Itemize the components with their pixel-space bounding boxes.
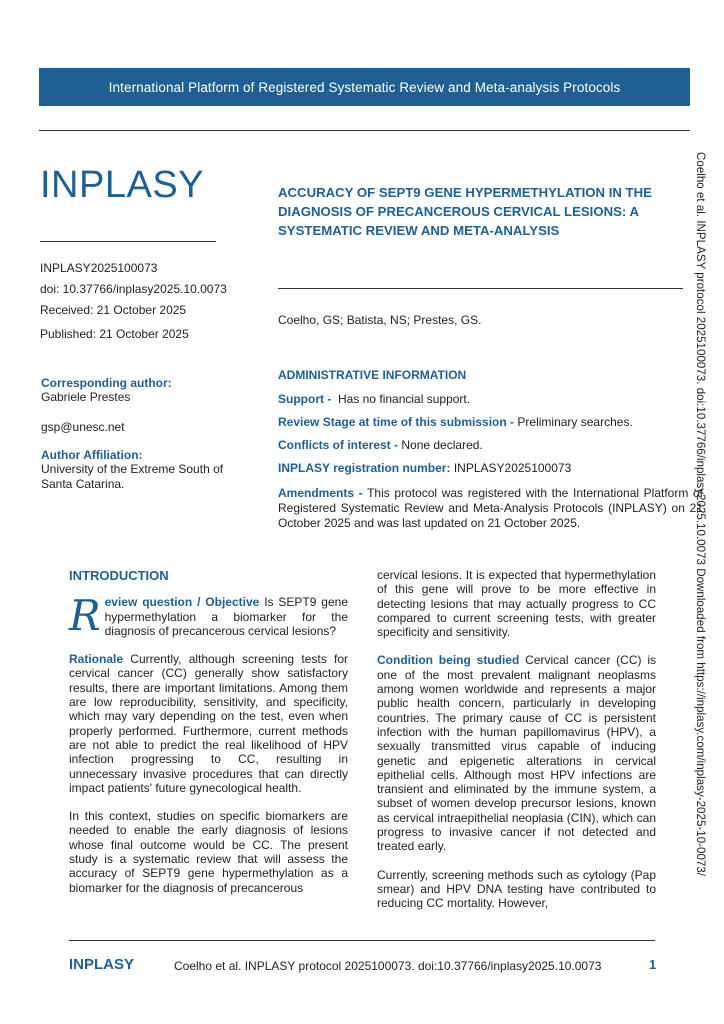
registration-value: INPLASY2025100073: [453, 461, 572, 475]
footer-rule: [69, 940, 655, 941]
footer-logo: INPLASY: [69, 956, 135, 973]
conflicts-label: Conflicts of interest -: [278, 438, 399, 452]
conflicts-value: None declared.: [401, 438, 483, 452]
condition-label: Condition being studied: [377, 653, 520, 668]
support-label: Support -: [278, 392, 332, 406]
continuation-paragraph: cervical lesions. It is expected that hypermethylation of this gene will prove to be more effective in detecting lesions that may actually progress to CC compared to current screening tests, with greater specificity and sensitivity.: [377, 568, 656, 640]
introduction-heading: INTRODUCTION: [69, 568, 169, 583]
support-line: [278, 392, 703, 407]
review-question-text: Is SEPT9 gene hypermethylation a biomarker for the diagnosis of precancerous cervical lesions?: [104, 595, 348, 638]
right-column: [377, 568, 656, 925]
registration-line: [278, 461, 703, 476]
rationale-text: Currently, although screening tests for cervical cancer (CC) generally show satisfactory results, there are important limitations. Among them are low reproducibility, sensitivity, and specificity, which may vary depending on the test, even when properly performed. Furthermore, current methods are not able to predict the real likelihood of HPV infection progressing to CC, resulting in unnecessary invasive procedures that can directly impact patients' future gynecological health.: [69, 652, 348, 795]
received-date: Received: 21 October 2025: [40, 303, 187, 317]
review-question-paragraph: [69, 591, 348, 641]
logo-rule: [40, 241, 216, 242]
header-banner: International Platform of Registered Systematic Review and Meta-analysis Protocols: [39, 68, 690, 106]
side-download-note[interactable]: Coelho et al. INPLASY protocol 2025100073. doi:10.37766/inplasy2025.10.0073 Downloaded from https://inplasy.com/inplasy-2025-10-0073/: [694, 152, 707, 877]
left-column: [69, 568, 348, 909]
doi-text[interactable]: doi: 10.37766/inplasy2025.10.0073: [40, 282, 227, 296]
published-date: Published: 21 October 2025: [40, 327, 189, 341]
footer-citation: Coelho et al. INPLASY protocol 2025100073. doi:10.37766/inplasy2025.10.0073: [174, 959, 602, 973]
admin-heading: ADMINISTRATIVE INFORMATION: [278, 368, 467, 382]
affiliation-text: University of the Extreme South of Santa Catarina.: [41, 462, 224, 491]
amendments-line: [278, 486, 703, 531]
registration-label: INPLASY registration number:: [278, 461, 451, 475]
corresponding-name: Gabriele Prestes: [41, 390, 131, 404]
review-question-label: eview question / Objective: [104, 595, 260, 610]
context-paragraph: In this context, studies on specific biomarkers are needed to enable the early diagnosis of lesions whose final outcome would be CC. The present study is a systematic review that will assess the accuracy of SEPT9 gene hypermethylation as a biomarker for the diagnosis of precancerous: [69, 809, 348, 895]
screening-paragraph: Currently, screening methods such as cytology (Pap smear) and HPV DNA testing have contributed to reducing CC mortality. However,: [377, 867, 656, 911]
inplasy-logo: INPLASY: [40, 164, 205, 206]
registration-id: INPLASY2025100073: [40, 261, 158, 275]
conflicts-line: [278, 438, 703, 453]
affiliation-label: Author Affiliation:: [41, 448, 143, 462]
page-number: 1: [649, 957, 657, 972]
condition-paragraph: [377, 653, 656, 853]
title-rule: [278, 288, 683, 289]
corresponding-label: Corresponding author:: [41, 376, 172, 390]
article-title: ACCURACY OF SEPT9 GENE HYPERMETHYLATION IN THE DIAGNOSIS OF PRECANCEROUS CERVICAL LESIONS: A SYSTEMATIC REVIEW AND META-ANALYSIS: [278, 185, 652, 238]
rationale-label: Rationale: [69, 652, 124, 667]
amendments-label: Amendments -: [278, 486, 363, 500]
stage-label: Review Stage at time of this submission -: [278, 415, 515, 429]
stage-value: Preliminary searches.: [517, 415, 633, 429]
email-link[interactable]: gsp@unesc.net: [41, 420, 125, 434]
amendments-value: This protocol was registered with the International Platform of Registered Systematic Review and Meta-Analysis Protocols (INPLASY) on 21 October 2025 and was last updated on 21 October 2025.: [278, 486, 703, 530]
header-rule: [39, 130, 690, 131]
authors: Coelho, GS; Batista, NS; Prestes, GS.: [278, 313, 482, 327]
stage-line: [278, 415, 703, 430]
rationale-paragraph: [69, 652, 348, 795]
support-value: Has no financial support.: [338, 392, 471, 406]
condition-text: Cervical cancer (CC) is one of the most prevalent malignant neoplasms among women worldwide and represents a major public health concern, particularly in developing countries. The primary cause of CC is persistent infection with the human papillomavirus (HPV), a sexually transmitted virus capable of inducing genetic and epigenetic alterations in cervical epithelial cells. Although most HPV infections are transient and eliminated by the immune system, a subset of women develop precursor lesions, known as cervical intraepithelial neoplasia (CIN), which can progress to invasive cancer if not detected and treated early.: [377, 653, 656, 854]
drop-cap: R: [69, 591, 101, 641]
